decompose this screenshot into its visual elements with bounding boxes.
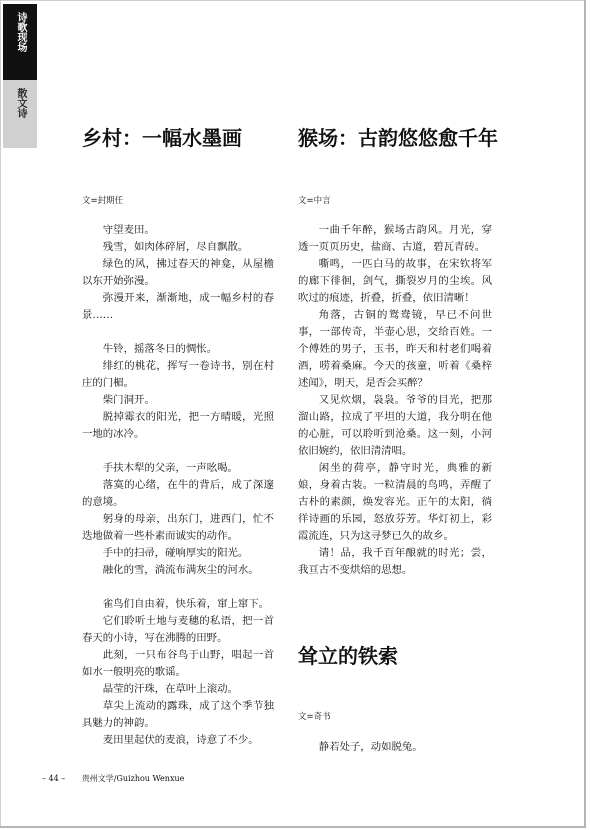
page-shadow-bottom: [0, 826, 586, 828]
page-footer: [42, 773, 184, 784]
paragraph: 请！品，我千百年酿就的时光；尝，我亘古不变烘焙的思想。: [298, 547, 492, 576]
paragraph: 脱掉霉衣的阳光，把一方晴暖，光照一地的冰冷。: [82, 411, 274, 440]
page-border-left: [0, 0, 1, 828]
paragraph: 守望麦田。: [102, 224, 155, 236]
paragraph: 一曲千年醉，猴场古韵风。月光，穿透一页页历史，盐商、古道，碧瓦青砖。: [298, 224, 492, 253]
section-tab: [3, 4, 37, 80]
paragraph: 静若处子，动如脱兔。: [318, 741, 423, 753]
section-label: 诗歌现场: [15, 12, 26, 52]
page-border-top: [0, 0, 586, 1]
subsection-tab: [3, 80, 37, 148]
paragraph: 绿色的风，拂过春天的神龛，从屋檐以东开始弥漫。: [82, 258, 274, 287]
paragraph: 闲坐的荷亭，静守时光，典雅的新娘，身着古装。一粒清晨的鸟鸣，弄醒了古朴的素颜，焕发容光。正午的太阳，徜徉诗画的乐园，怒放芬芳。华灯初上，彩霞流连，只为这寻梦已久的故乡。: [298, 462, 492, 542]
paragraph: 它们聆听土地与麦穗的私语，把一首春天的小诗，写在沸腾的田野。: [82, 615, 274, 644]
byline-left: 文=封期任: [82, 196, 124, 206]
article-body-left: [82, 222, 274, 749]
stanza-gap: [82, 443, 274, 460]
article-title-right: 猴场：古韵悠悠愈千年: [298, 126, 498, 150]
stanza-gap: [82, 324, 274, 341]
paragraph: 雀鸟们自由着，快乐着，窜上窜下。: [102, 598, 270, 610]
paragraph: 残雪，如肉体碎屑，尽自飘散。: [102, 241, 249, 253]
article-body-right: [298, 222, 492, 579]
paragraph: 此刻，一只布谷鸟于山野，唱起一首如水一般明亮的歌谣。: [82, 649, 274, 678]
subsection-label: 散文诗: [15, 88, 26, 118]
paragraph: 又见炊烟，袅袅。爷爷的目光，把那溜山路，拉成了平坦的大道，我分明在他的心脏，可以聆听到沧桑。这一刻，小河依旧婉约，依旧清清唱。: [298, 394, 492, 457]
article-title-right-2: 耸立的铁索: [298, 644, 398, 668]
paragraph: 麦田里起伏的麦浪，诗意了不少。: [102, 734, 259, 746]
paragraph: 弥漫开来，渐渐地，成一幅乡村的春景……: [82, 292, 274, 321]
byline-right: 文=中言: [298, 196, 331, 206]
page-shadow-right: [584, 0, 586, 828]
stanza-gap: [82, 579, 274, 596]
article-title-left: 乡村：一幅水墨画: [82, 126, 242, 150]
paragraph: 躬身的母亲，出东门，进西门，忙不迭地做着一些朴素而诚实的动作。: [82, 513, 274, 542]
paragraph: 柴门洞开。: [102, 394, 155, 406]
page-number: – 44 –: [42, 774, 66, 783]
paragraph: 绯红的桃花，挥写一卷诗书，别在村庄的门楣。: [82, 360, 274, 389]
paragraph: 草尖上流动的露珠，成了这个季节独具魅力的神韵。: [82, 700, 274, 729]
paragraph: 角落，古铜的鸳鸯镜，早已不问世事，一部传奇，半壶心思，交给百姓。一个傅姓的男子，玉书，昨天和村老们喝着酒，唠着桑麻。今天的孩童，听着《桑梓述闻》，明天，是否会买醉？: [298, 309, 492, 389]
paragraph: 手扶木犁的父亲，一声吆喝。: [102, 462, 238, 474]
paragraph: 牛铃，摇落冬日的惆怅。: [102, 343, 218, 355]
article-body-right-2: [298, 739, 492, 756]
journal-name: 贵州文学/Guizhou Wenxue: [81, 774, 185, 783]
paragraph: 落寞的心绪，在牛的背后，成了深邃的意境。: [82, 479, 274, 508]
byline-right-2: 文=奇书: [298, 712, 331, 722]
paragraph: 晶莹的汗珠，在草叶上滚动。: [102, 683, 238, 695]
paragraph: 嘶鸣，一匹白马的故事，在宋钦将军的廊下徘徊，剑气，撕裂岁月的尘埃。风吹过的痕迹，折叠，折叠，依旧清晰！: [298, 258, 492, 304]
paragraph: 融化的雪，淌流布满灰尘的河水。: [102, 564, 259, 576]
paragraph: 手中的扫帚，碰响厚实的阳光。: [102, 547, 249, 559]
